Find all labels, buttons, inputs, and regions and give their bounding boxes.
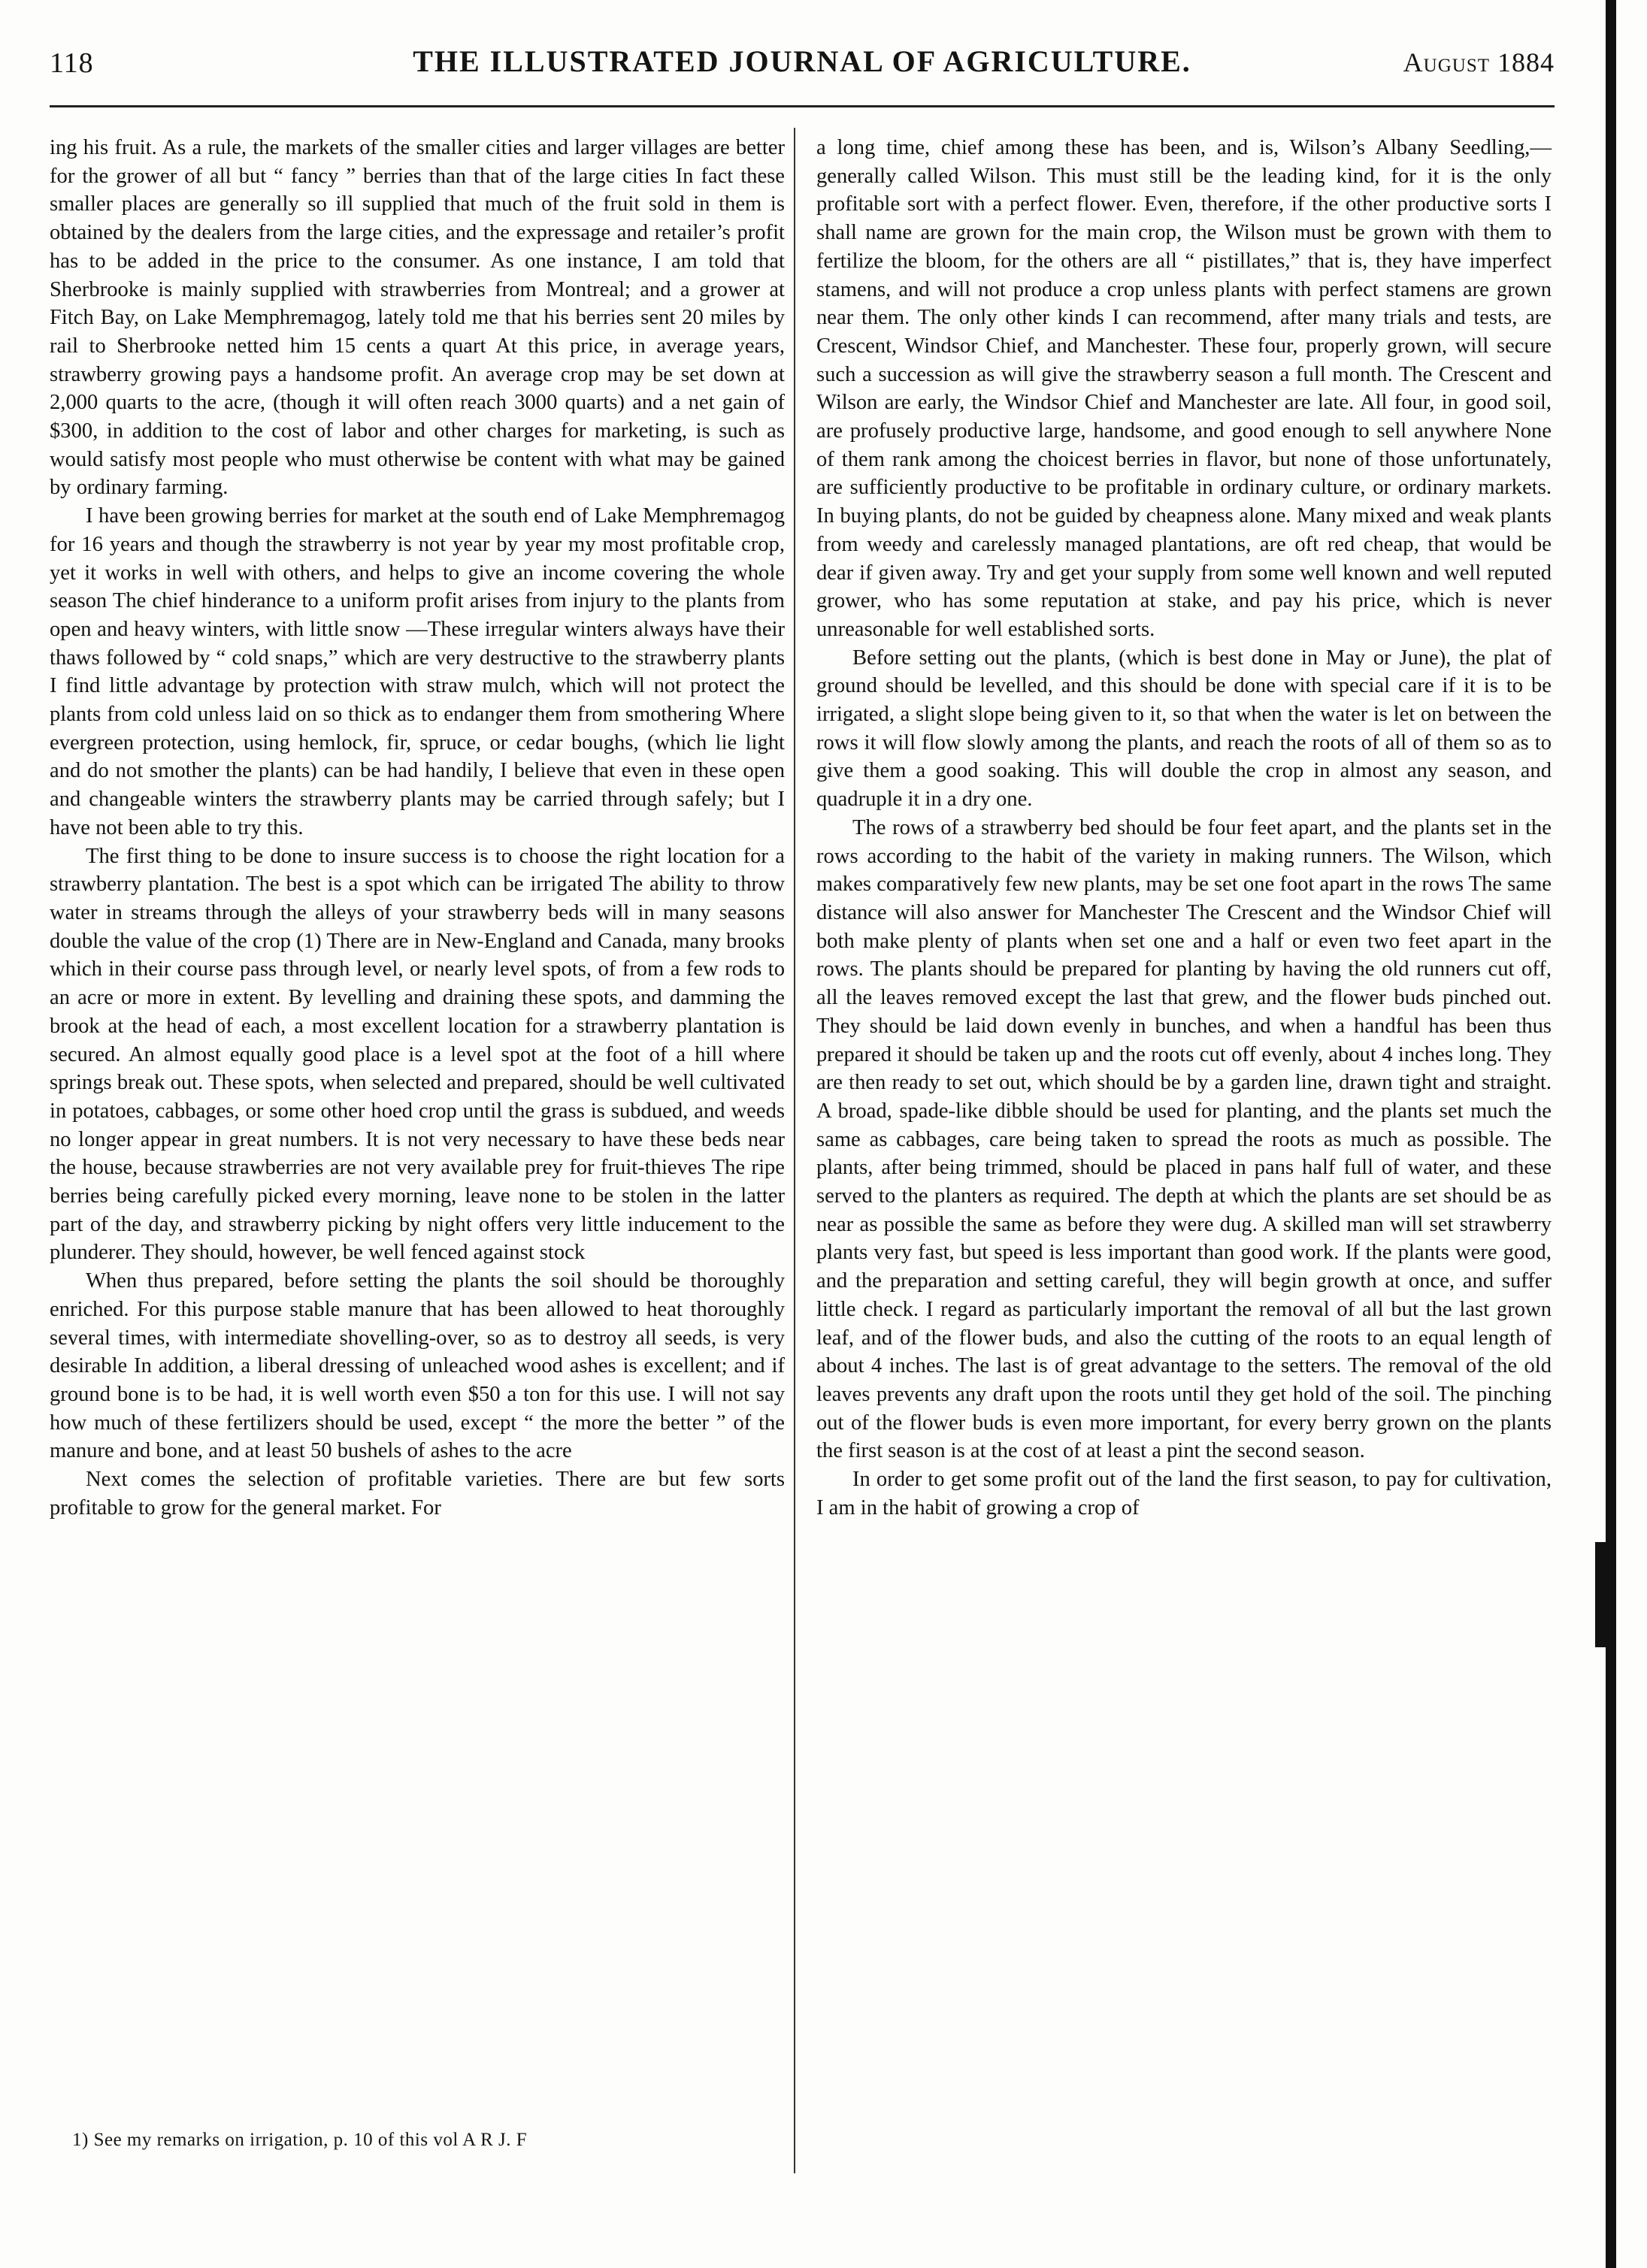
header-rule xyxy=(50,105,1555,107)
paragraph: I have been growing berries for market at the south end of Lake Memphremagog for 16 years and though the strawberry is not year by year my most profitable crop, yet it works in well with others, and helps to give an income covering the whole season The chief hinderance to a uniform profit arises from injury to the plants from open and heavy winters, with little snow —These irregular winters always have their thaws followed by “ cold snaps,” which are very destructive to the strawberry plants I find little advantage by protection with straw mulch, which will not protect the plants from cold unless laid on so thick as to endanger them from smothering Where evergreen protection, using hemlock, fir, spruce, or cedar boughs, (which lie light and do not smother the plants) can be had handily, I believe that even in these open and changeable winters the strawberry plants may be carried through safely; but I have not been able to try this. xyxy=(50,504,785,839)
journal-title: THE ILLUSTRATED JOURNAL OF AGRICULTURE. xyxy=(413,44,1191,78)
paragraph: The rows of a strawberry bed should be four feet apart, and the plants set in the rows according to the habit of the variety in making runners. The Wilson, which makes comparatively few new plants, may be set one foot apart in the rows The same distance will also answer for Manchester The Crescent and the Windsor Chief will both make plenty of plants when set one and a half or even two feet apart in the rows. The plants should be prepared for planting by having the old runners cut off, all the leaves removed except the last that grew, and the flower buds pinched out. They should be laid down evenly in bunches, and when a handful has been thus prepared it should be taken up and the roots cut off evenly, about 4 inches long. They are then ready to set out, which should be by a garden line, drawn tight and straight. A broad, spade-like dibble should be used for planting, and the plants set much the same as cabbages, care being taken to spread the roots as much as possible. The plants, after being trimmed, should be placed in pans half full of water, and these served to the planters as required. The depth at which the plants are set should be as near as possible the same as before they were dug. A skilled man will set strawberry plants very fast, but speed is less important than good work. If the plants were good, and the preparation and setting careful, they will begin growth at once, and suffer little check. I regard as particularly important the removal of all but the last grown leaf, and of the flower buds, and also the cutting of the roots to an equal length of about 4 inches. The last is of great advantage to the setters. The removal of the old leaves prevents any draft upon the roots until they get hold of the soil. The pinching out of the flower buds is even more important, for every berry grown on the plants the first season is at the cost of at least a pint the second season. xyxy=(816,815,1552,1463)
paragraph: When thus prepared, before setting the plants the soil should be thoroughly enriched. For this purpose stable manure that has been allowed to heat thoroughly several times, with intermediate shovelling-over, so as to destroy all seeds, is very desirable In addition, a liberal dressing of unleached wood ashes is excellent; and if ground bone is to be had, it is well worth even $50 a ton for this use. I will not say how much of these fertilizers should be used, except “ the more the better ” of the manure and bone, and at least 50 bushels of ashes to the acre xyxy=(50,1269,785,1463)
right-column xyxy=(816,134,1552,1522)
left-column xyxy=(50,134,785,1522)
scan-margin-bar xyxy=(1606,0,1616,2268)
paragraph: a long time, chief among these has been, and is, Wilson’s Albany Seedling,—generally called Wilson. This must still be the leading kind, for it is the only profitable sort with a perfect flower. Even, therefore, if the other productive sorts I shall name are grown for the main crop, the Wilson must be grown with them to fertilize the bloom, for the others are all “ pistillates,” that is, they have imperfect stamens, and will not produce a crop unless plants with perfect stamens are grown near them. The only other kinds I can recommend, after many trials and tests, are Crescent, Windsor Chief, and Manchester. These four, properly grown, will secure such a succession as will give the strawberry season a full month. The Crescent and Wilson are early, the Windsor Chief and Manchester are late. All four, in good soil, are profusely productive large, handsome, and good enough to sell anywhere None of them rank among the choicest berries in flavor, but none of those unfortunately, are sufficiently productive to be profitable in ordinary culture, or ordinary markets. In buying plants, do not be guided by cheapness alone. Many mixed and weak plants from weedy and carelessly managed plantations, are oft red cheap, that would be dear if given away. Try and get your supply from some well known and well reputed grower, who has some reputation at stake, and pay his price, which is never unreasonable for well established sorts. xyxy=(816,136,1552,641)
paragraph: Before setting out the plants, (which is best done in May or June), the plat of ground should be levelled, and this should be done with special care if it is to be irrigated, a slight slope being given to it, so that when the water is let on between the rows it will flow slowly among the plants, and reach the roots of all of them so as to give them a good soaking. This will double the crop in almost any season, and quadruple it in a dry one. xyxy=(816,646,1552,812)
paragraph: The first thing to be done to insure success is to choose the right location for a strawberry plantation. The best is a spot which can be irrigated The ability to throw water in streams through the alleys of your strawberry beds will in many seasons double the value of the crop (1) There are in New-England and Canada, many brooks which in their course pass through level, or nearly level spots, of from a few rods to an acre or more in extent. By levelling and draining these spots, and damming the brook at the head of each, a most excellent location for a strawberry plantation is secured. An almost equally good place is a level spot at the foot of a hill where springs break out. These spots, when selected and prepared, should be well cultivated in potatoes, cabbages, or some other hoed crop until the grass is subdued, and weeds no longer appear in great numbers. It is not very necessary to have these beds near the house, because strawberries are not very available prey for fruit-thieves The ripe berries being carefully picked every morning, leave none to be stolen in the latter part of the day, and strawberry picking by night offers very little inducement to the plunderer. They should, however, be well fenced against stock xyxy=(50,844,785,1265)
footnote: 1) See my remarks on irrigation, p. 10 of this vol A R J. F xyxy=(72,2130,528,2150)
page-number: 118 xyxy=(50,47,94,79)
paragraph: Next comes the selection of profitable varieties. There are but few sorts profitable to grow for the general market. For xyxy=(50,1468,785,1520)
page-header xyxy=(50,44,1555,89)
scan-margin-notch xyxy=(1595,1542,1606,1647)
column-divider xyxy=(794,128,795,2173)
issue-date: August 1884 xyxy=(1403,47,1555,77)
paragraph: In order to get some profit out of the land the first season, to pay for cultivation, I am in the habit of growing a crop of xyxy=(816,1468,1552,1520)
paragraph: ing his fruit. As a rule, the markets of the smaller cities and larger villages are better for the grower of all but “ fancy ” berries than that of the large cities In fact these smaller places are generally so ill supplied that much of the fruit sold in them is obtained by the dealers from the large cities, and the expressage and retailer’s profit has to be added in the price to the consumer. As one instance, I am told that Sherbrooke is mainly supplied with strawberries from Montreal; and a grower at Fitch Bay, on Lake Memphremagog, lately told me that his berries sent 20 miles by rail to Sherbrooke netted him 15 cents a quart At this price, in average years, strawberry growing pays a handsome profit. An average crop may be set down at 2,000 quarts to the acre, (though it will often reach 3000 quarts) and a net gain of $300, in addition to the cost of labor and other charges for marketing, is such as would satisfy most people who must otherwise be content with what may be gained by ordinary farming. xyxy=(50,136,785,500)
